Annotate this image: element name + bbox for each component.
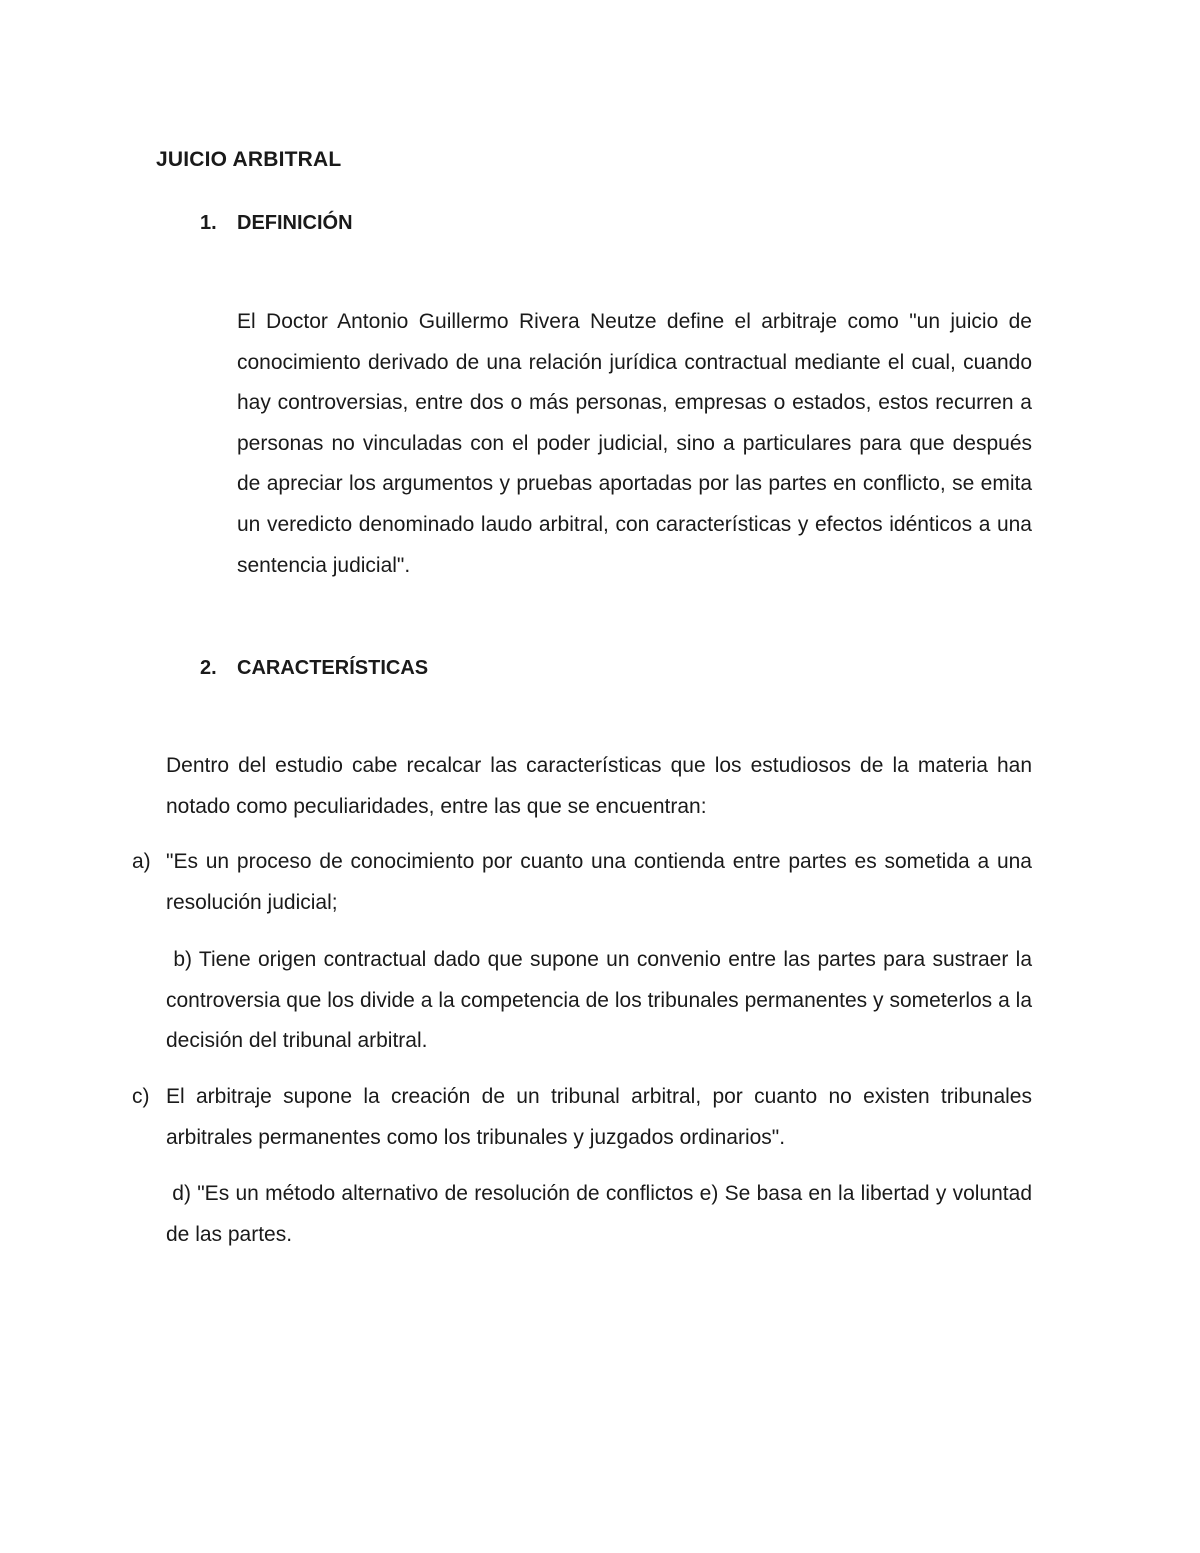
list-item-text: d) "Es un método alternativo de resolución de conflictos e) Se basa en la libertad y voluntad de las partes. <box>166 1182 1038 1246</box>
characteristics-intro-paragraph: Dentro del estudio cabe recalcar las características que los estudiosos de la materia han notado como peculiaridades, entre las que se encuentran: <box>166 754 1032 818</box>
section-title: DEFINICIÓN <box>237 212 353 234</box>
list-item-a <box>132 842 1032 923</box>
list-item-text: "Es un proceso de conocimiento por cuanto una contienda entre partes es sometida a una resolución judicial; <box>166 850 1032 914</box>
list-item-text: El arbitraje supone la creación de un tribunal arbitral, por cuanto no existen tribunales arbitrales permanentes como los tribunales y juzgados ordinarios". <box>166 1085 1032 1149</box>
section-heading-caracteristicas <box>200 657 428 680</box>
list-marker: a) <box>132 850 151 873</box>
section-number: 1. <box>200 212 217 234</box>
section-heading-definicion <box>200 212 353 235</box>
definition-paragraph: El Doctor Antonio Guillermo Rivera Neutze define el arbitraje como "un juicio de conocimiento derivado de una relación jurídica contractual mediante el cual, cuando hay controversias, entre dos o más personas, empresas o estados, estos recurren a personas no vinculadas con el poder judicial, sino a particulares para que después de apreciar los argumentos y pruebas aportadas por las partes en conflicto, se emita un veredicto denominado laudo arbitral, con características y efectos idénticos a una sentencia judicial". <box>237 310 1032 577</box>
list-marker: c) <box>132 1085 150 1108</box>
section-title: CARACTERÍSTICAS <box>237 657 429 679</box>
document-title: JUICIO ARBITRAL <box>156 148 342 171</box>
section-number: 2. <box>200 657 217 679</box>
list-item-d <box>166 1174 1038 1255</box>
list-item-text: b) Tiene origen contractual dado que supone un convenio entre las partes para sustraer la controversia que los divide a la competencia de los tribunales permanentes y someterlos a la decisión del tribunal arbitral. <box>166 948 1038 1053</box>
list-item-c <box>132 1077 1032 1158</box>
list-item-b <box>166 940 1038 1062</box>
